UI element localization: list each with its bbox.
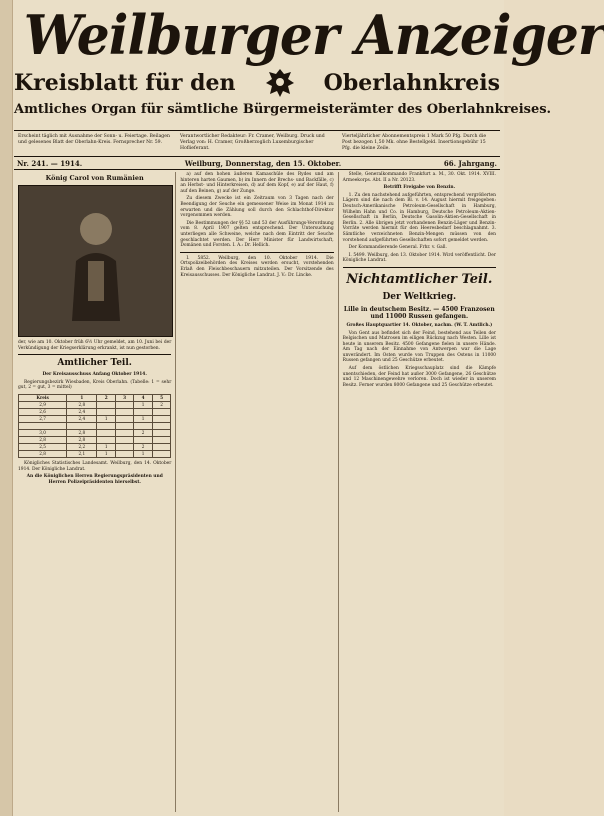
portrait-caption: der, wie am 10. Oktober früh 6½ Uhr gemeldet, am 10. Juni bei der Verkündigung der Kriegserklärung erkrankt, ist nun gestorben. — [18, 340, 172, 351]
divider — [180, 252, 333, 253]
decree-text-a: a) auf den hohen äußeren Kamaschüle des Rydes und am hinteren harten Gaumen, b) im Innern der Brechs- und Backfälle, c) an Herbst- und Hinterkreisen, d) auf dem Kopf, e) auf der Haut, f) auf den Beinen, g) auf der Zunge. — [180, 172, 334, 194]
table-row: 2,8 2,8 — [19, 436, 171, 443]
king-carol-heading: König Carol von Rumänien — [45, 174, 144, 182]
column-2 — [176, 172, 338, 812]
masthead-subtitle-right: Oberlahnkreis — [323, 70, 500, 96]
issue-bar — [14, 156, 500, 170]
masthead-title: Weilburger Anzeiger — [23, 3, 604, 67]
table-row: 3,0 2,8 2 — [19, 429, 171, 436]
issue-year: 66. Jahrgang. — [443, 158, 497, 168]
decree-text-c: Die Bestimmungen der §§ 52 und 53 der Ausführungs-Verordnung vom 8. April 1907 gelten entsprechend. Der Untersuchung unterliegen alle Schweine, welche nach dem Eintritt der Seuche geschlachtet werden. Der Herr Minister für Landwirtschaft, Domänen und Forsten. I. A.: Dr. Hellich. — [180, 220, 334, 249]
report-subheading: Der Kreisausschuss Anfang Oktober 1914. — [42, 372, 147, 378]
benzin-heading: Betrifft Freigabe von Benzin. — [383, 185, 456, 191]
report-notes: Königliches Statistisches Landesamt. Weilburg, den 14. Oktober 1914. Der Königliche Landrat. — [18, 460, 172, 472]
benzin-signature: Der Kommandierende General. Frhr. v. Gall. — [348, 245, 447, 251]
table-row: 2,6 2,4 — [19, 408, 171, 415]
masthead-subtitle-row — [14, 66, 500, 100]
info-center: Verantwortlicher Redakteur: Fr. Cramer, Weilburg. Druck und Verlag von: H. Cramer, Großherzoglich Luxemburgischer Hoflieferant. — [180, 134, 325, 151]
table-row — [19, 422, 171, 429]
war-report-dateline: Großes Hauptquartier 14. Oktober, nachm. (W. T. Amtlich.) — [346, 322, 493, 328]
eagle-crest-icon — [263, 66, 297, 100]
table-row: 2,8 2,1 1 1 — [19, 450, 171, 457]
divider — [18, 354, 171, 355]
column-3 — [339, 172, 500, 812]
war-report-closing: Auf dem östlichen Kriegsschauplatz sind die Kämpfe unentschieden, der Feind hat außer 3000 Gefangene, 26 Geschütze und 12 Maschinengewehre verloren. Doch ist wieder in unserem Besitz. Ferner wurden 8000 Gefangene und 25 Geschütze erbeutet. — [342, 366, 496, 388]
page-edge — [0, 0, 13, 816]
official-section-heading: Amtlicher Teil. — [57, 358, 132, 369]
decree-footer: I. 5852. Weilburg, den 10. Oktober 1914. Die Ortspolizeibehörden des Kreises werden ersucht, vorstehenden Erlaß den Fleischbeschauern mitzuteilen. Der Vorsitzende des Kreisausschusses. Der Königliche Landrat. J. V.: Dr. Lincke. — [180, 255, 334, 278]
war-report-body: Von Gent aus befindet sich der Feind, bestehend aus Teilen der Belgischen und Matrosen im eiligen Rückzug nach Westen. Lille ist heute in unserem Besitz. 4500 Gefangene fielen in unsere Hände. Am Tag nach der Einnahme von Antwerpen war die Lage unverändert. Im Osten wurde von Truppen des Ostens in 11000 Russen gefangen und 25 Geschütze erbeutet. — [342, 330, 496, 364]
columns — [14, 172, 500, 812]
crop-report-table — [18, 394, 171, 458]
issue-date: Weilburg, Donnerstag, den 15. Oktober. — [184, 158, 342, 168]
benzin-footer: I. 5499. Weilburg, den 13. Oktober 1914. Wird veröffentlicht. Der Königliche Landrat. — [342, 252, 496, 264]
table-header-row: Kreis 1 2 3 4 5 — [19, 394, 171, 401]
decree-text-b: Zu diesem Zwecke ist ein Zeitraum von 3 Tagen nach der Beendigung der Seuche ein gemessener Weise im Monat 1914 zu erwarten und die Zählung soll durch den Schlachthof-Direktor vorgenommen werden. — [180, 196, 334, 219]
official-organ-line: Amtliches Organ für sämtliche Bürgermeisterämter des Oberlahnkreises. — [14, 102, 552, 117]
benzin-text: 1. Zu den nachstehend aufgeführten, entsprechend vergrößerten Lägern sind die nach dem Bl. v. 14. August hiermit freigegeben: Deutsch-Amerikanische Petroleum-Gesellschaft in Hamburg, Wilhelm Hahn und Co. in Hamburg, Deutsche Petroleum-Aktien-Gesellschaft in Berlin, Deutsche Gasolin-Aktien-Gesellschaft in Berlin. 2. Alle übrigen jetzt vorhandenen Benzin-Läger und Benzin-Vorräte werden hiermit für den Heeresbedarf beschlagnahmt. 3. Sämtliche verzeichneten Benzin-Mengen müssen von den vorstehend aufgeführten Gesellschaften sofort gemeldet werden. — [342, 192, 496, 243]
report-text: Regierungsbezirk Wiesbaden, Kreis Oberlahn. (Tabelle: 1 = sehr gut, 2 = gut, 3 = mittel) — [18, 379, 172, 391]
masthead-subtitle-left: Kreisblatt für den — [14, 70, 236, 96]
masthead — [14, 3, 604, 118]
column-1 — [14, 172, 176, 812]
info-left: Erscheint täglich mit Ausnahme der Sonn- u. Feiertage. Beilagen und gelesenes Blatt der Oberlahn-Kreis. Fernsprecher Nr. 59. — [18, 134, 170, 145]
portrait-figure-icon — [66, 201, 126, 321]
war-headline: Lille in deutschem Besitz. — 4500 Franzosen und 11000 Russen gefangen. — [343, 305, 495, 321]
ministry-subheading: An die Königlichen Herren Regierungspräsidenten und Herren Polizeipräsidenten hierselbst. — [26, 474, 163, 485]
publication-info — [14, 130, 500, 152]
info-right: Vierteljährlicher Abonnementspreis 1 Mark 50 Pfg. Durch die Post bezogen 1,50 Mk. ohne Bestellgeld. Insertionsgebühr 15 Pfg. die kleine Zeile. — [342, 134, 487, 151]
issue-number: Nr. 241. — 1914. — [17, 158, 83, 168]
world-war-heading: Der Weltkrieg. — [382, 291, 457, 302]
command-header: Stelle, Generalkommando Frankfurt a. M., 30. Okt. 1914. XVIII. Armeekorps. Abt. II a Nr. 20123. — [342, 172, 496, 183]
portrait-image — [18, 185, 173, 337]
divider — [343, 267, 496, 268]
table-row: 2,7 2,4 1 1 — [19, 415, 171, 422]
table-row: 2,9 2,8 1 2 — [19, 401, 171, 408]
unofficial-section-heading: Nichtamtlicher Teil. — [346, 271, 493, 287]
table-row: 2,5 2,2 1 2 — [19, 443, 171, 450]
